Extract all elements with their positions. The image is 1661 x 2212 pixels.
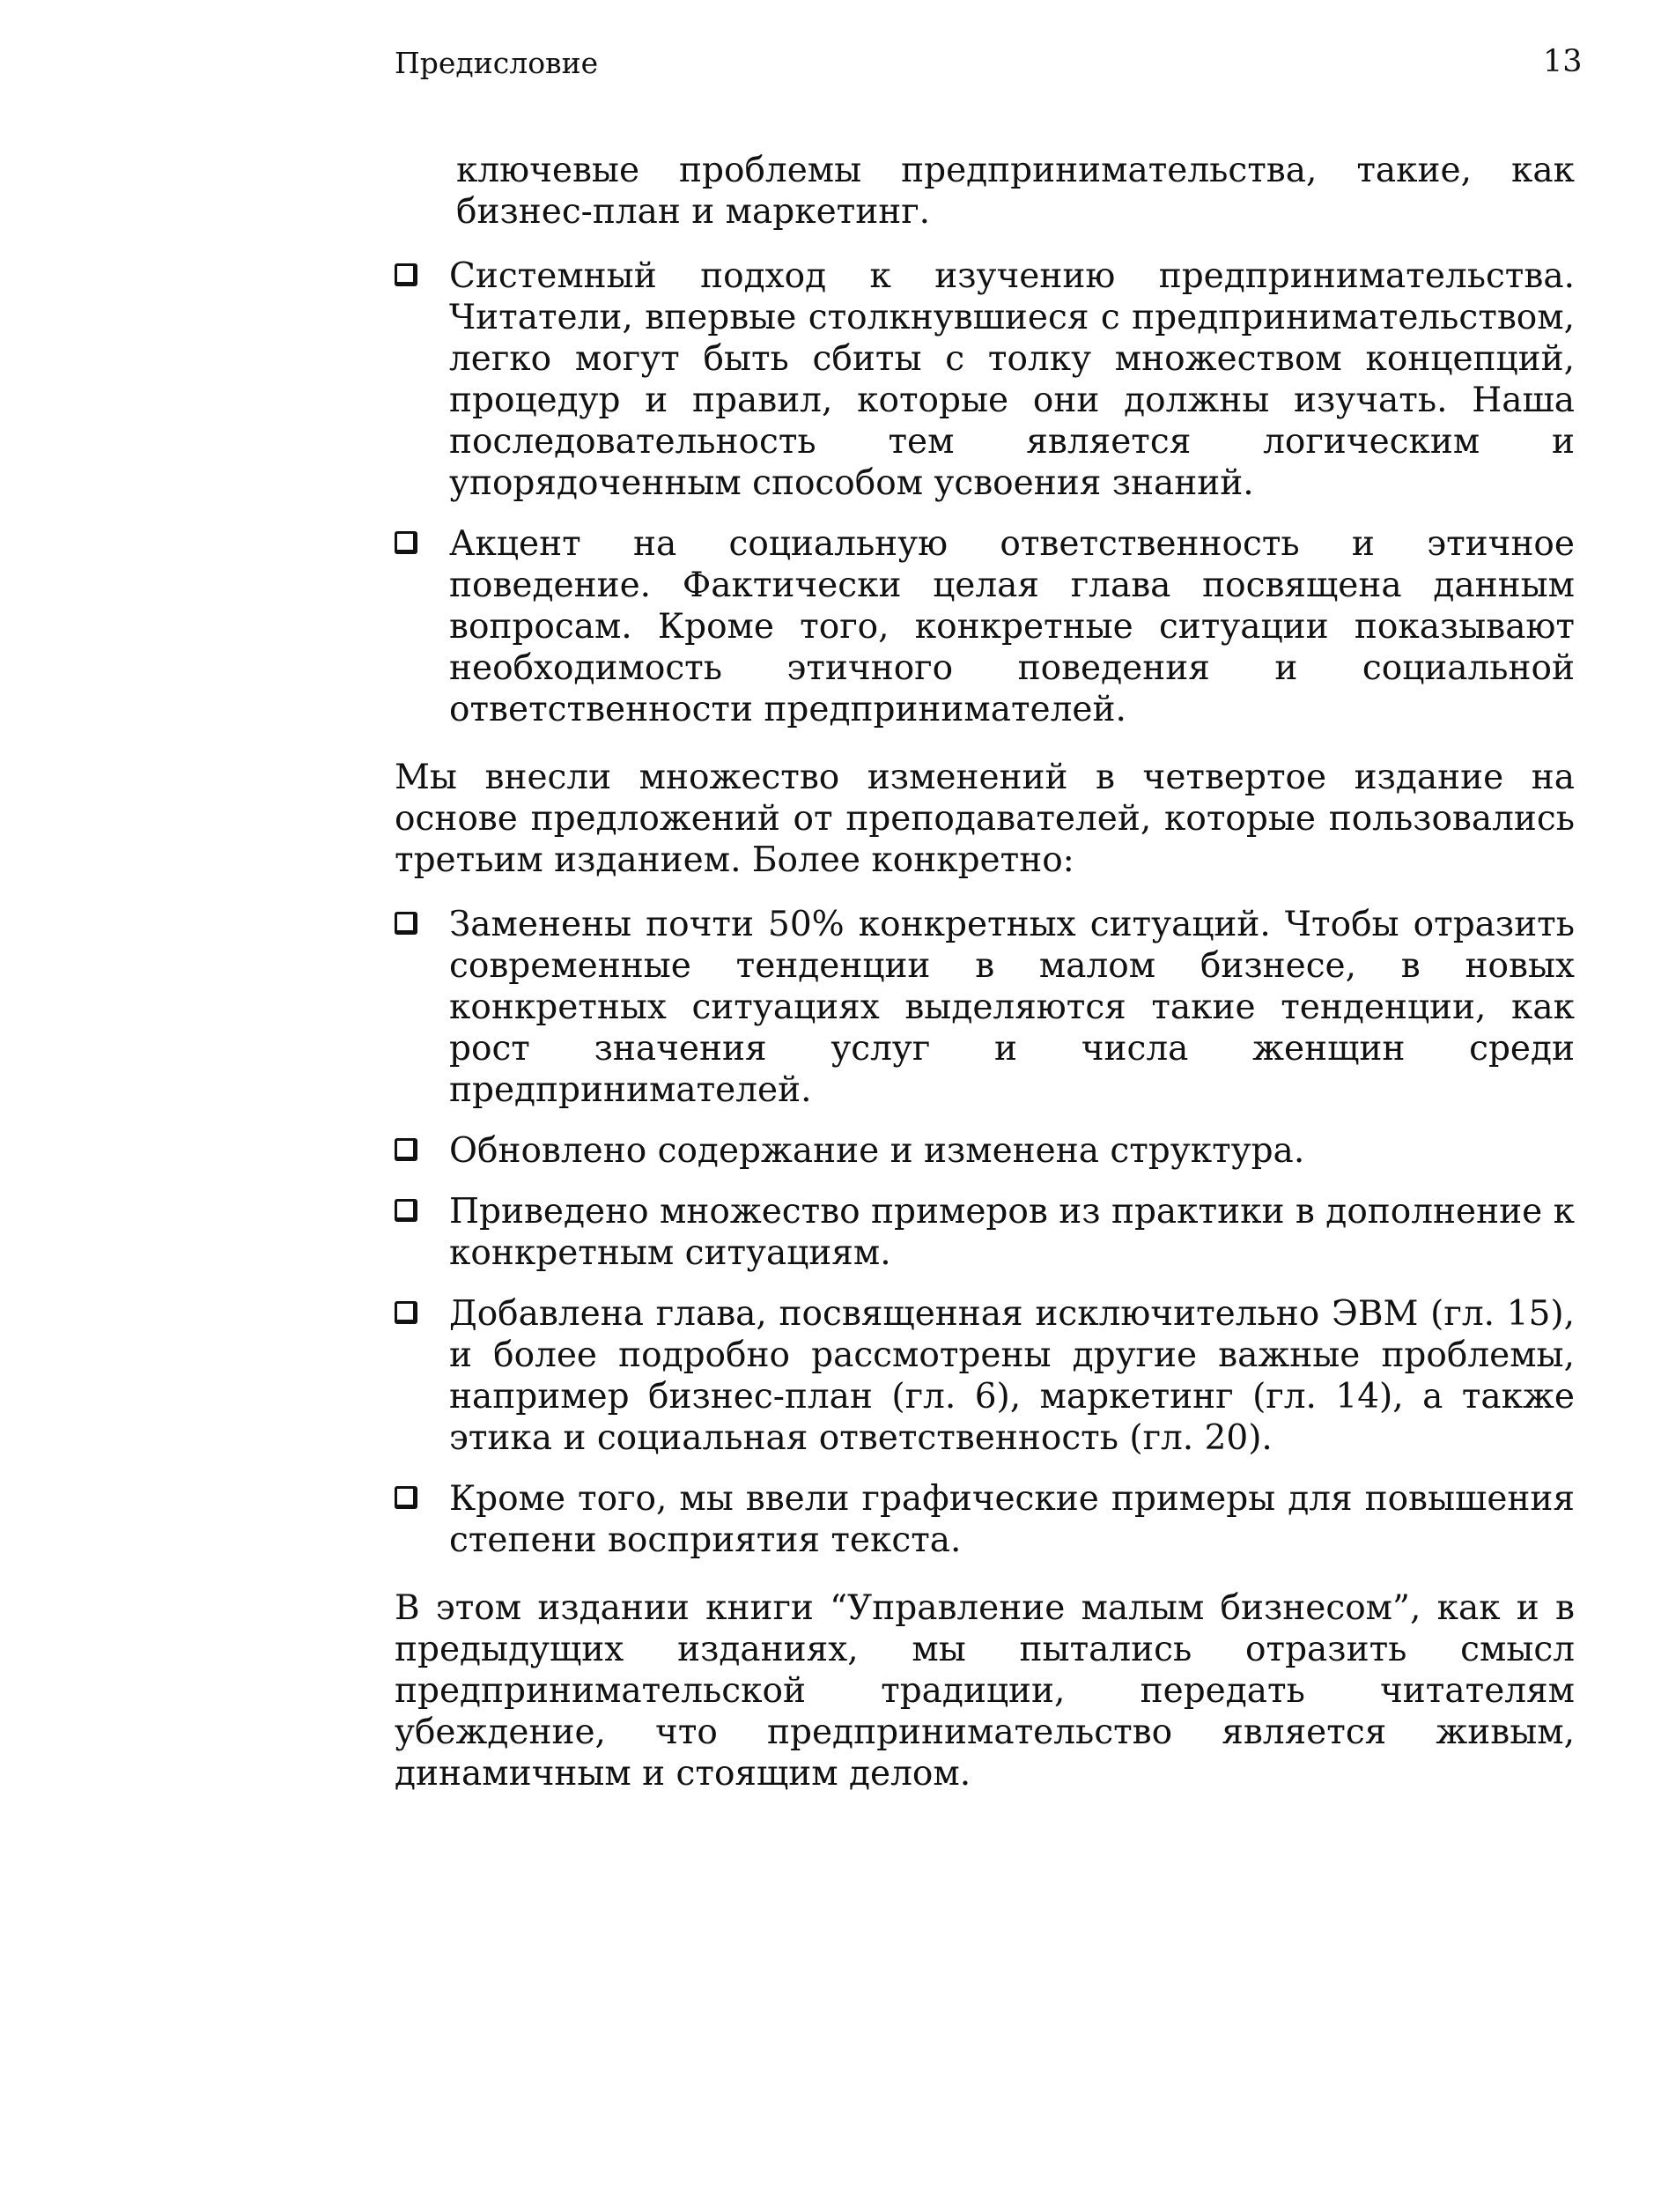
list-item-text: Кроме того, мы ввели графические примеры для повышения степени восприятия текста. <box>449 1479 1575 1560</box>
list-item <box>395 1478 1575 1561</box>
list-item-text: Приведено множество примеров из практики в дополнение к конкретным ситуациям. <box>449 1192 1575 1273</box>
list-item-text: Акцент на социальную ответственность и этичное поведение. Фактически целая глава посвящена данным вопросам. Кроме того, конкретные ситуации показывают необходимость этичного поведения и социальной ответственности предпринимателей. <box>449 524 1575 729</box>
list-item-text: Обновлено содержание и изменена структура. <box>449 1131 1305 1171</box>
list-item <box>395 904 1575 1111</box>
checkbox-bullet-icon <box>395 1138 417 1161</box>
checkbox-bullet-icon <box>395 1486 417 1509</box>
list-item-text: Системный подход к изучению предпринимательства. Читатели, впервые столкнувшиеся с предпринимательством, легко могут быть сбиты с толку множеством концепций, процедур и правил, которые они должны изучать. Наша последовательность тем является логическим и упорядоченным способом усвоения знаний. <box>449 256 1575 503</box>
list-item <box>395 1191 1575 1274</box>
continuation-paragraph: ключевые проблемы предпринимательства, такие, как бизнес-план и маркетинг. <box>456 151 1575 232</box>
checkbox-bullet-icon <box>395 531 417 554</box>
checkbox-bullet-icon <box>395 912 417 935</box>
list-item <box>395 255 1575 504</box>
list-item <box>395 523 1575 730</box>
list-item <box>395 1293 1575 1459</box>
feature-list <box>395 255 1575 730</box>
list-item-text: Заменены почти 50% конкретных ситуаций. Чтобы отразить современные тенденции в малом бизнесе, в новых конкретных ситуациях выделяются такие тенденции, как рост значения услуг и числа женщин среди предпринимателей. <box>449 905 1575 1110</box>
changes-list <box>395 904 1575 1561</box>
checkbox-bullet-icon <box>395 263 417 286</box>
page-body <box>395 150 1575 1817</box>
changes-intro-paragraph: Мы внесли множество изменений в четвертое издание на основе предложений от преподавателей, которые пользовались третьим изданием. Более конкретно: <box>395 758 1575 880</box>
list-item <box>395 1130 1575 1172</box>
running-head: Предисловие <box>395 46 599 80</box>
list-item-text: Добавлена глава, посвященная исключительно ЭВМ (гл. 15), и более подробно рассмотрены другие важные проблемы, например бизнес-план (гл. 6), маркетинг (гл. 14), а также этика и социальная ответственность (гл. 20). <box>449 1294 1575 1458</box>
closing-paragraph: В этом издании книги “Управление малым бизнесом”, как и в предыдущих изданиях, мы пытались отразить смысл предпринимательской традиции, передать читателям убеждение, что предпринимательство является живым, динамичным и стоящим делом. <box>395 1588 1575 1794</box>
page-number: 13 <box>1543 44 1583 79</box>
checkbox-bullet-icon <box>395 1199 417 1222</box>
checkbox-bullet-icon <box>395 1301 417 1324</box>
